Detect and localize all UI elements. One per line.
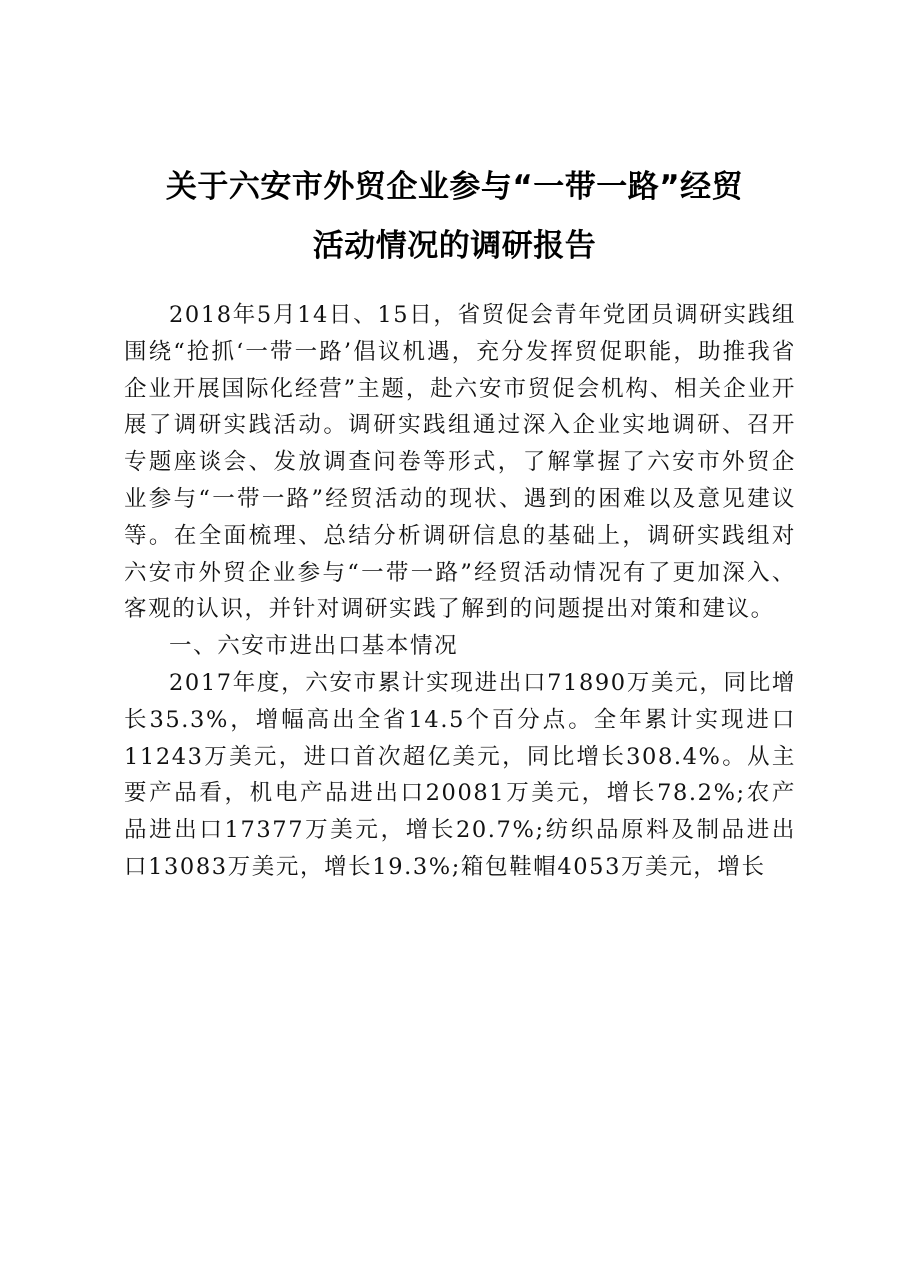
title-line-2: 活动情况的调研报告 <box>312 228 597 264</box>
document-body <box>124 297 796 886</box>
title-line-1: 关于六安市外贸企业参与“一带一路”经贸 <box>165 169 744 205</box>
trade-stats-paragraph: 2017年度，六安市累计实现进出口71890万美元，同比增长35.3%，增幅高出全省14.5个百分点。全年累计实现进口11243万美元，进口首次超亿美元，同比增长308.4%。从主要产品看，机电产品进出口20081万美元，增长78.2%;农产品进出口17377万美元，增长20.7%;纺织品原料及制品进出口13083万美元，增长19.3%;箱包鞋帽4053万美元，增长 <box>124 669 796 880</box>
intro-paragraph: 2018年5月14日、15日，省贸促会青年党团员调研实践组围绕“抢抓‘一带一路’倡议机遇，充分发挥贸促职能，助推我省企业开展国际化经营”主题，赴六安市贸促会机构、相关企业开展了调研实践活动。调研实践组通过深入企业实地调研、召开专题座谈会、发放调查问卷等形式，了解掌握了六安市外贸企业参与“一带一路”经贸活动的现状、遇到的困难以及意见建议等。在全面梳理、总结分析调研信息的基础上，调研实践组对六安市外贸企业参与“一带一路”经贸活动情况有了更加深入、客观的认识，并针对调研实践了解到的问题提出对策和建议。 <box>124 302 796 623</box>
section-heading: 一、六安市进出口基本情况 <box>169 633 459 660</box>
document-title <box>112 158 797 276</box>
